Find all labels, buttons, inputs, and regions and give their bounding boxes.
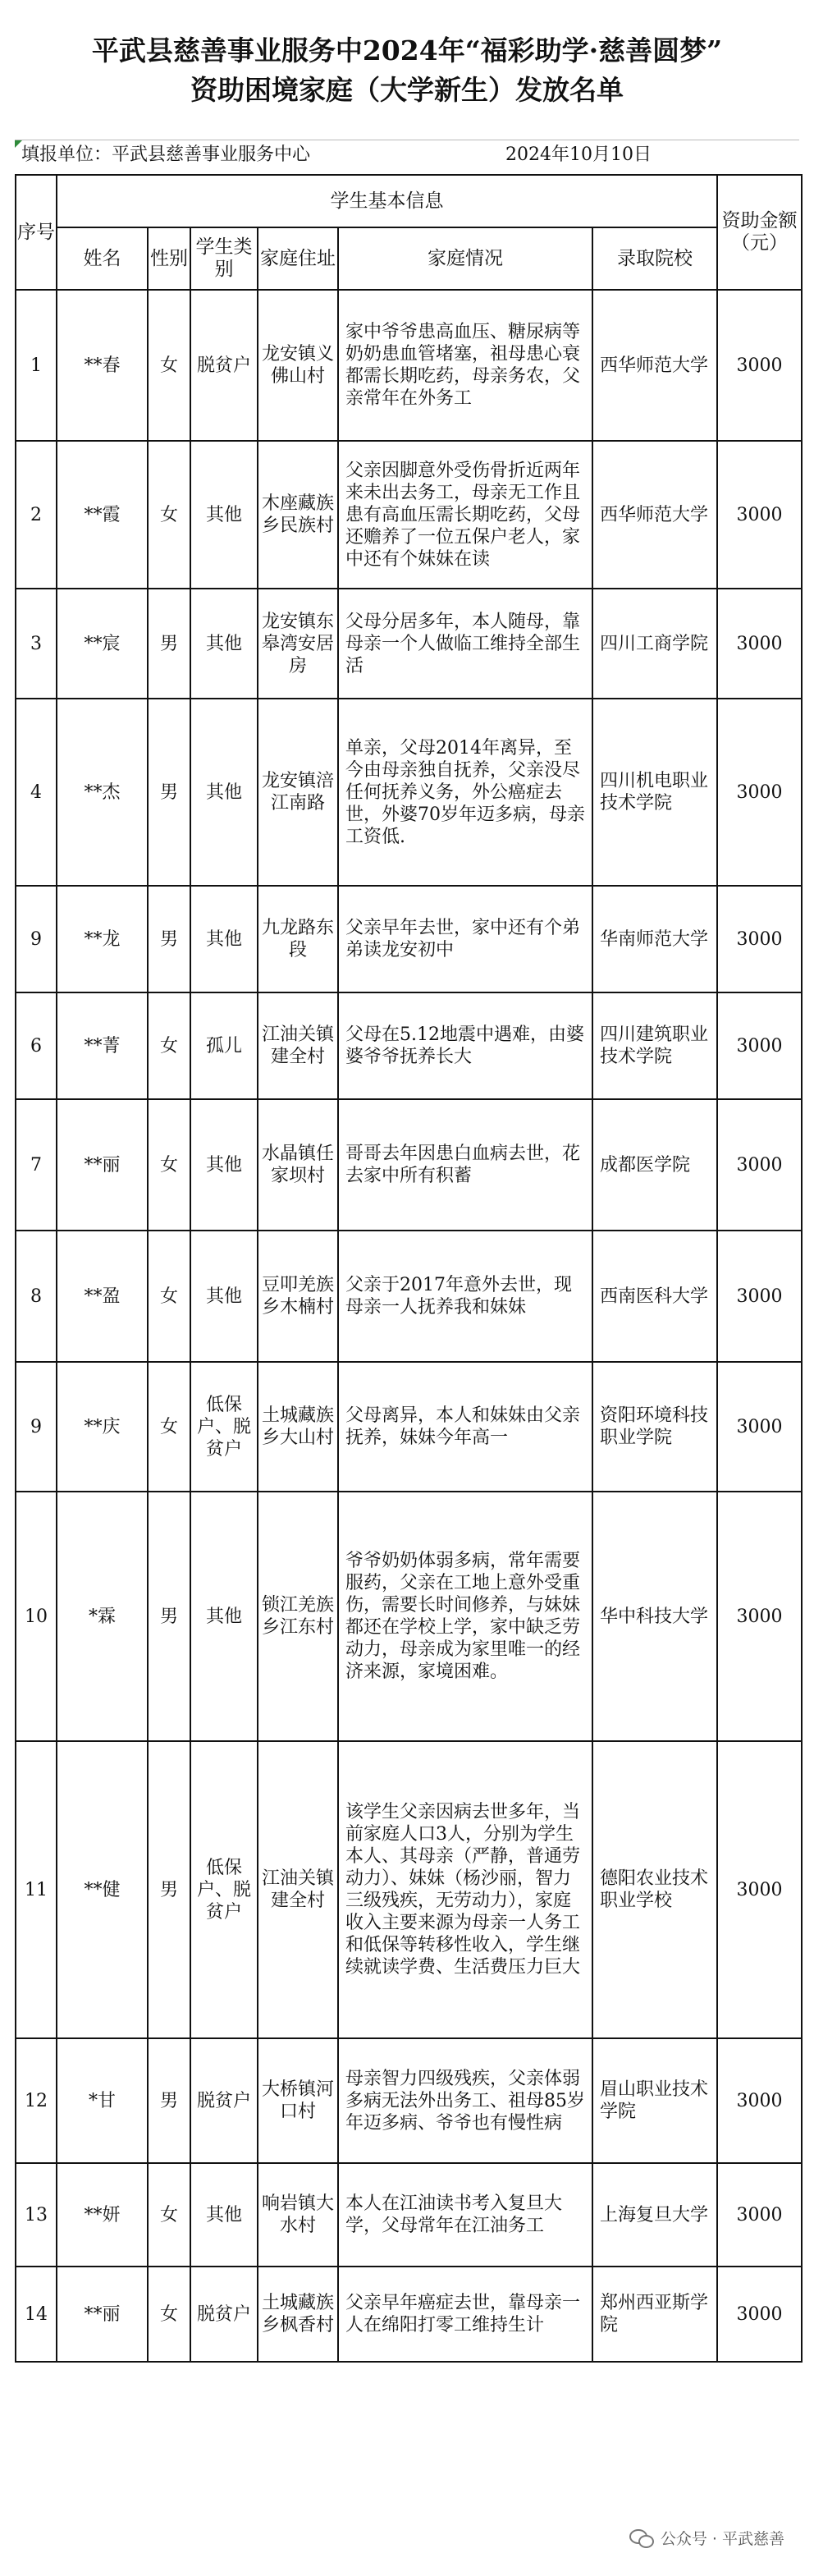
cell-category: 孤儿	[190, 992, 258, 1099]
cell-gender: 女	[148, 441, 190, 589]
cell-category: 脱贫户	[190, 290, 258, 441]
cell-gender: 女	[148, 992, 190, 1099]
table-row	[16, 1362, 802, 1492]
cell-school: 华南师范大学	[592, 886, 717, 992]
cell-school: 德阳农业技术职业学校	[592, 1741, 717, 2038]
cell-gender: 女	[148, 2267, 190, 2362]
header-seq: 序号	[16, 175, 57, 290]
cell-gender: 男	[148, 1492, 190, 1741]
cell-amount: 3000	[717, 1741, 802, 2038]
header-amount: 资助金额（元）	[717, 175, 802, 290]
cell-school: 四川工商学院	[592, 589, 717, 699]
cell-school: 西华师范大学	[592, 290, 717, 441]
document-title	[0, 0, 814, 110]
cell-amount: 3000	[717, 886, 802, 992]
cell-address: 木座藏族乡民族村	[258, 441, 338, 589]
cell-name: **菁	[57, 992, 148, 1099]
table-row	[16, 290, 802, 441]
table-row	[16, 2038, 802, 2163]
cell-gender: 女	[148, 1362, 190, 1492]
cell-school: 四川建筑职业技术学院	[592, 992, 717, 1099]
cell-name: **霞	[57, 441, 148, 589]
cell-seq: 2	[16, 441, 57, 589]
cell-seq: 12	[16, 2038, 57, 2163]
cell-name: **丽	[57, 2267, 148, 2362]
cell-address: 土城藏族乡大山村	[258, 1362, 338, 1492]
cell-amount: 3000	[717, 1362, 802, 1492]
header-address: 家庭住址	[258, 227, 338, 290]
table-row	[16, 2267, 802, 2362]
cell-gender: 女	[148, 1099, 190, 1231]
cell-situation: 单亲，父母2014年离异，至今由母亲独自抚养，父亲没尽任何抚养义务，外公癌症去世，外婆70岁年迈多病，母亲工资低.	[338, 699, 592, 886]
table-row	[16, 1741, 802, 2038]
cell-school: 资阳环境科技职业学院	[592, 1362, 717, 1492]
cell-category: 其他	[190, 441, 258, 589]
header-situation: 家庭情况	[338, 227, 592, 290]
cell-gender: 女	[148, 290, 190, 441]
header-basic-info: 学生基本信息	[57, 175, 717, 227]
cell-situation: 母亲智力四级残疾，父亲体弱多病无法外出务工、祖母85岁年迈多病、爷爷也有慢性病	[338, 2038, 592, 2163]
cell-amount: 3000	[717, 441, 802, 589]
cell-category: 其他	[190, 886, 258, 992]
report-date: 2024年10月10日	[505, 144, 652, 165]
cell-category: 其他	[190, 1231, 258, 1362]
cell-situation: 父母分居多年，本人随母，靠母亲一个人做临工维持全部生活	[338, 589, 592, 699]
cell-gender: 男	[148, 589, 190, 699]
table-row	[16, 589, 802, 699]
cell-address: 土城藏族乡枫香村	[258, 2267, 338, 2362]
cell-name: **杰	[57, 699, 148, 886]
cell-situation: 哥哥去年因患白血病去世，花去家中所有积蓄	[338, 1099, 592, 1231]
cell-seq: 10	[16, 1492, 57, 1741]
cell-school: 西南医科大学	[592, 1231, 717, 1362]
header-school: 录取院校	[592, 227, 717, 290]
cell-name: *霖	[57, 1492, 148, 1741]
cell-seq: 8	[16, 1231, 57, 1362]
cell-situation: 本人在江油读书考入复旦大学，父母常年在江油务工	[338, 2163, 592, 2267]
cell-school: 成都医学院	[592, 1099, 717, 1231]
cell-gender: 男	[148, 886, 190, 992]
table-row	[16, 1231, 802, 1362]
cell-amount: 3000	[717, 2163, 802, 2267]
cell-seq: 9	[16, 886, 57, 992]
cell-amount: 3000	[717, 699, 802, 886]
cell-category: 脱贫户	[190, 2038, 258, 2163]
table-row	[16, 2163, 802, 2267]
cell-school: 华中科技大学	[592, 1492, 717, 1741]
cell-seq: 6	[16, 992, 57, 1099]
cell-address: 龙安镇东皋湾安居房	[258, 589, 338, 699]
cell-gender: 男	[148, 699, 190, 886]
cell-name: **盈	[57, 1231, 148, 1362]
footer-text: 公众号 · 平武慈善	[660, 2530, 784, 2548]
cell-name: **丽	[57, 1099, 148, 1231]
cell-category: 其他	[190, 2163, 258, 2267]
recipient-table	[15, 174, 803, 2363]
cell-address: 大桥镇河口村	[258, 2038, 338, 2163]
cell-category: 脱贫户	[190, 2267, 258, 2362]
cell-seq: 13	[16, 2163, 57, 2267]
cell-amount: 3000	[717, 1231, 802, 1362]
cell-name: *甘	[57, 2038, 148, 2163]
table-row	[16, 886, 802, 992]
table-row	[16, 441, 802, 589]
cell-amount: 3000	[717, 290, 802, 441]
title-line-1: 平武县慈善事业服务中2024年“福彩助学·慈善圆梦”	[91, 34, 723, 66]
cell-situation: 父亲早年癌症去世，靠母亲一人在绵阳打零工维持生计	[338, 2267, 592, 2362]
cell-name: **健	[57, 1741, 148, 2038]
table-row	[16, 699, 802, 886]
cell-category: 其他	[190, 1492, 258, 1741]
cell-situation: 该学生父亲因病去世多年，当前家庭人口3人，分别为学生本人、其母亲（严静，普通劳动力）、妹妹（杨沙丽，智力三级残疾，无劳动力），家庭收入主要来源为母亲一人务工和低保等转移性收入，学生继续就读学费、生活费压力巨大	[338, 1741, 592, 2038]
cell-category: 低保户、脱贫户	[190, 1362, 258, 1492]
cell-seq: 4	[16, 699, 57, 886]
cell-amount: 3000	[717, 2267, 802, 2362]
cell-category: 其他	[190, 589, 258, 699]
reporting-unit: 填报单位：平武县慈善事业服务中心	[21, 144, 311, 165]
cell-amount: 3000	[717, 589, 802, 699]
cell-seq: 7	[16, 1099, 57, 1231]
cell-situation: 父亲早年去世，家中还有个弟弟读龙安初中	[338, 886, 592, 992]
cell-school: 眉山职业技术学院	[592, 2038, 717, 2163]
cell-name: **龙	[57, 886, 148, 992]
cell-address: 龙安镇义佛山村	[258, 290, 338, 441]
table-row	[16, 992, 802, 1099]
cell-situation: 爷爷奶奶体弱多病，常年需要服药，父亲在工地上意外受重伤，需要长时间修养，与妹妹都还在学校上学，家中缺乏劳动力，母亲成为家里唯一的经济来源，家境困难。	[338, 1492, 592, 1741]
cell-name: **妍	[57, 2163, 148, 2267]
cell-address: 江油关镇建全村	[258, 1741, 338, 2038]
cell-gender: 男	[148, 1741, 190, 2038]
cell-address: 龙安镇涪江南路	[258, 699, 338, 886]
cell-name: **宸	[57, 589, 148, 699]
cell-amount: 3000	[717, 992, 802, 1099]
cell-seq: 9	[16, 1362, 57, 1492]
cell-amount: 3000	[717, 2038, 802, 2163]
cell-name: **庆	[57, 1362, 148, 1492]
cell-category: 其他	[190, 699, 258, 886]
title-line-2: 资助困境家庭（大学新生）发放名单	[190, 74, 624, 106]
cell-amount: 3000	[717, 1099, 802, 1231]
cell-address: 锁江羌族乡江东村	[258, 1492, 338, 1741]
cell-school: 上海复旦大学	[592, 2163, 717, 2267]
footer-watermark	[629, 2527, 784, 2549]
cell-gender: 男	[148, 2038, 190, 2163]
cell-category: 其他	[190, 1099, 258, 1231]
cell-situation: 父亲于2017年意外去世，现母亲一人抚养我和妹妹	[338, 1231, 592, 1362]
header-name: 姓名	[57, 227, 148, 290]
cell-situation: 父亲因脚意外受伤骨折近两年来未出去务工，母亲无工作且患有高血压需长期吃药，父母还赡养了一位五保户老人，家中还有个妹妹在读	[338, 441, 592, 589]
cell-category: 低保户、脱贫户	[190, 1741, 258, 2038]
cell-address: 响岩镇大水村	[258, 2163, 338, 2267]
cell-school: 四川机电职业技术学院	[592, 699, 717, 886]
report-meta	[15, 140, 799, 170]
table-row	[16, 1492, 802, 1741]
cell-name: **春	[57, 290, 148, 441]
cell-school: 西华师范大学	[592, 441, 717, 589]
cell-address: 水晶镇任家坝村	[258, 1099, 338, 1231]
cell-address: 九龙路东段	[258, 886, 338, 992]
cell-amount: 3000	[717, 1492, 802, 1741]
header-gender: 性别	[148, 227, 190, 290]
cell-seq: 14	[16, 2267, 57, 2362]
header-category: 学生类别	[190, 227, 258, 290]
cell-gender: 女	[148, 1231, 190, 1362]
cell-address: 江油关镇建全村	[258, 992, 338, 1099]
cell-situation: 父母在5.12地震中遇难，由婆婆爷爷抚养长大	[338, 992, 592, 1099]
wechat-icon	[629, 2529, 654, 2547]
cell-situation: 家中爷爷患高血压、糖尿病等奶奶患血管堵塞，祖母患心衰都需长期吃药，母亲务农，父亲常年在外务工	[338, 290, 592, 441]
table-row	[16, 1099, 802, 1231]
cell-situation: 父母离异，本人和妹妹由父亲抚养，妹妹今年高一	[338, 1362, 592, 1492]
cell-gender: 女	[148, 2163, 190, 2267]
cell-address: 豆叩羌族乡木楠村	[258, 1231, 338, 1362]
cell-seq: 11	[16, 1741, 57, 2038]
cell-school: 郑州西亚斯学院	[592, 2267, 717, 2362]
cell-seq: 1	[16, 290, 57, 441]
cell-seq: 3	[16, 589, 57, 699]
